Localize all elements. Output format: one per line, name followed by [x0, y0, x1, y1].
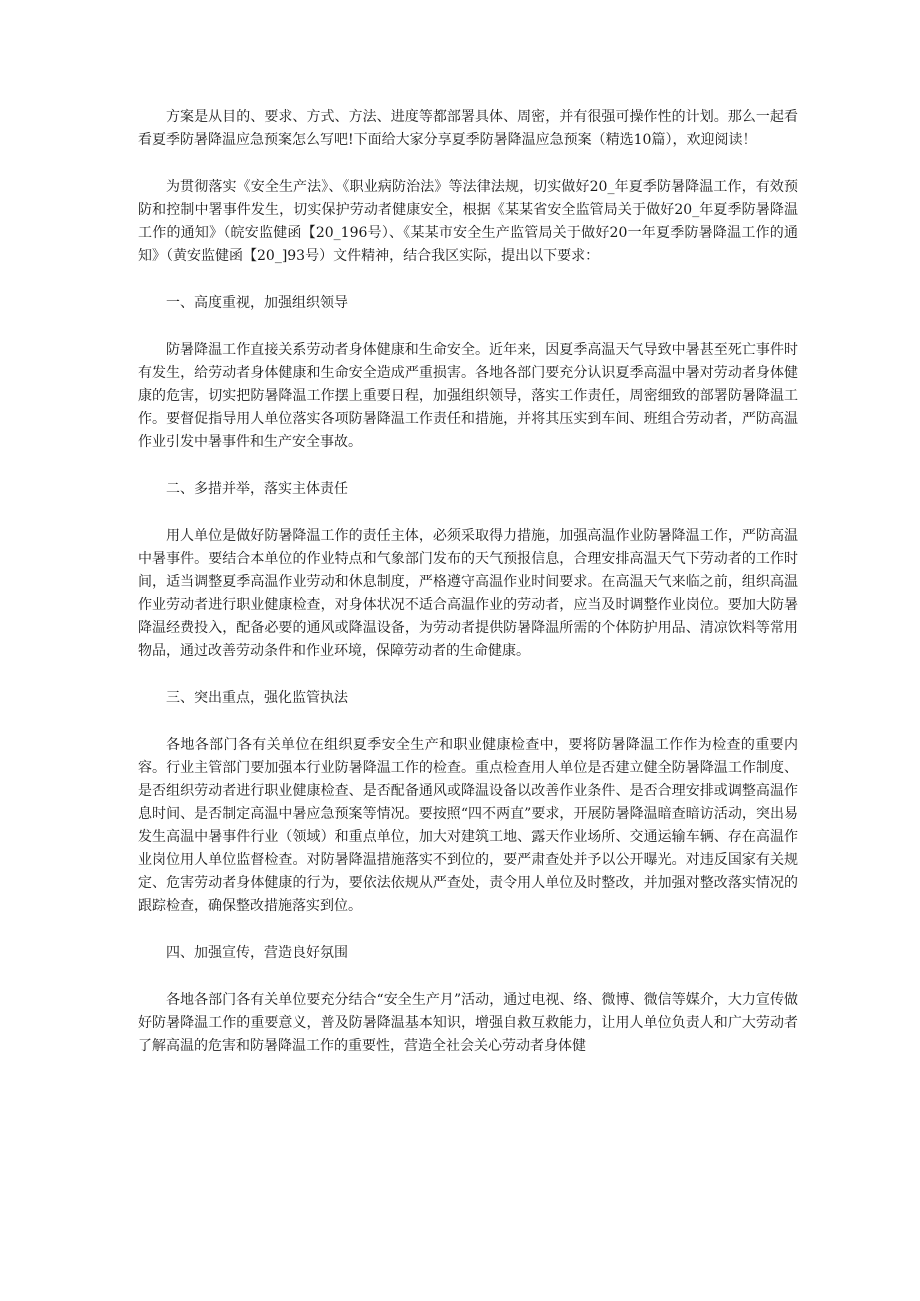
document-page — [138, 106, 798, 1082]
preamble-paragraph: 为贯彻落实《安全生产法》、《职业病防治法》等法律法规，切实做好20_年夏季防暑降温工作，有效预防和控制中署事件发生，切实保护劳动者健康安全，根据《某某省安全监管局关于做好20_年夏季防暑降温工作的通知》（皖安监健函【20_196号）、《某某市安全生产监管局关于做好20一年夏季防暑降温工作的通知》（黄安监健函【20_]93号）文件精神，结合我区实际，提出以下要求： — [138, 179, 798, 264]
section-heading-2: 二、多措并举，落实主体责任 — [166, 481, 348, 497]
intro-paragraph: 方案是从目的、要求、方式、方法、进度等都部署具体、周密，并有很强可操作性的计划。那么一起看看夏季防暑降温应急预案怎么写吧!下面给大家分享夏季防暑降温应急预案（精选10篇），欢迎阅读！ — [138, 109, 798, 148]
section-2-paragraph: 用人单位是做好防暑降温工作的责任主体，必须采取得力措施，加强高温作业防暑降温工作，严防高温中暑事件。要结合本单位的作业特点和气象部门发布的天气预报信息，合理安排高温天气下劳动者的工作时间，适当调整夏季高温作业劳动和休息制度，严格遵守高温作业时间要求。在高温天气来临之前，组织高温作业劳动者进行职业健康检查，对身体状况不适合高温作业的劳动者，应当及时调整作业岗位。要加大防暑降温经费投入，配备必要的通风或降温设备，为劳动者提供防暑降温所需的个体防护用品、清凉饮料等常用物品，通过改善劳动条件和作业环境，保障劳动者的生命健康。 — [138, 528, 798, 659]
section-heading-3: 三、突出重点，强化监管执法 — [166, 690, 348, 706]
section-1-paragraph: 防暑降温工作直接关系劳动者身体健康和生命安全。近年来，因夏季高温天气导致中暑甚至死亡事件时有发生，给劳动者身体健康和生命安全造成严重损害。各地各部门要充分认识夏季高温中暑对劳动者身体健康的危害，切实把防暑降温工作摆上重要日程，加强组织领导，落实工作责任，周密细致的部署防暑降温工作。要督促指导用人单位落实各项防暑降温工作责任和措施，并将其压实到车间、班组合劳动者，严防高温作业引发中暑事件和生产安全事故。 — [138, 342, 798, 450]
section-4-paragraph: 各地各部门各有关单位要充分结合“安全生产月”活动，通过电视、络、微博、微信等媒介，大力宣传做好防暑降温工作的重要意义，普及防暑降温基本知识，增强自救互救能力，让用人单位负责人和广大劳动者了解高温的危害和防暑降温工作的重要性，营造全社会关心劳动者身体健 — [138, 992, 798, 1054]
section-3-paragraph: 各地各部门各有关单位在组织夏季安全生产和职业健康检查中，要将防暑降温工作作为检查的重要内容。行业主管部门要加强本行业防暑降温工作的检查。重点检查用人单位是否建立健全防暑降温工作制度、是否组织劳动者进行职业健康检查、是否配备通风或降温设备以改善作业条件、是否合理安排或调整高温作息时间、是否制定高温中暑应急预案等情况。要按照“四不两直”要求，开展防暑降温暗查暗访活动，突出易发生高温中暑事件行业（领域）和重点单位，加大对建筑工地、露天作业场所、交通运输车辆、存在高温作业岗位用人单位监督检查。对防暑降温措施落实不到位的，要严肃查处并予以公开曝光。对违反国家有关规定、危害劳动者身体健康的行为，要依法依规从严查处，责令用人单位及时整改，并加强对整改落实情况的跟踪检查，确保整改措施落实到位。 — [138, 737, 798, 914]
section-heading-4: 四、加强宣传，营造良好氛围 — [166, 945, 348, 961]
section-heading-1: 一、高度重视，加强组织领导 — [166, 295, 348, 311]
